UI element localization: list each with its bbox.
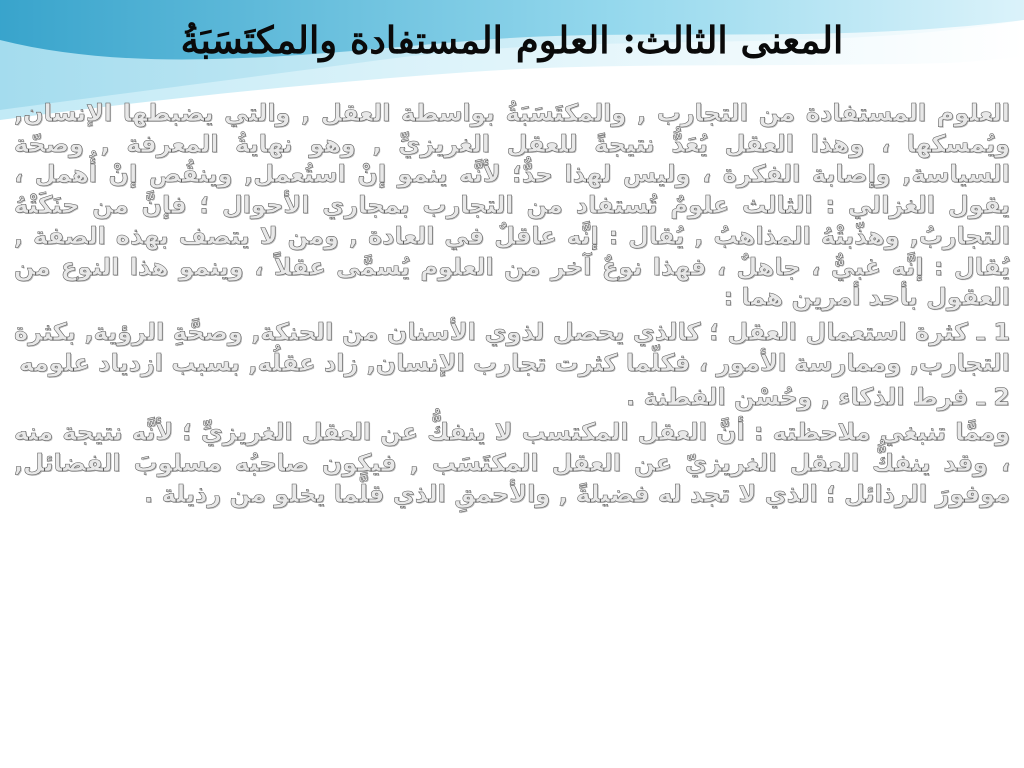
paragraph-intro: العلوم المستفادة من التجارب , والمكتَسَبَةُ بواسطة العقل , والتي يضبطها الإنسان, ويُمسكها ، وهذا العقل يُعَدُّ نتيجةً للعقل الغريزيِّ , وهو نهايةُ المعرفة , وصحّة السياسة, وإصابة الفكرة ، وليس لهذا حدٌّ؛ لأنَّه ينمو إنْ استُعمل, وينقُص إنْ أُهمل ، يقول الغزالي : الثالث علومٌ تُستفاد من التجارب بمجاري الأحوال ؛ فإنَّ من حنَكَتْهُ التجاربُ, وهذّبتْهُ المذاهبُ , يُقال : إنَّه عاقلٌ في العادة , ومن لا يتصف بهذه الصفة , يُقال : إنَّه غبيٌّ ، جاهلٌ ، فهذا نوعٌ آخر من العلوم يُسمَّى عقلاً ، وينمو هذا النوع من العقول بأحد أمرين هما : (14, 99, 1010, 312)
list-item-2: 2 ـ فرط الذكاء , وحُسْن الفطنة . (625, 383, 1010, 412)
paragraph-note: وممَّا تنبغي ملاحظته : أنَّ العقل المكتسب لا ينفكُّ عن العقل الغريزيِّ ؛ لأنَّه نتيجة منه ، وقد ينفكُّ العقل الغريزيّ عن العقل المكتَسَب , فيكون صاحبُه مسلوبَ الفضائل, موفورَ الرذائل ؛ الذي لا تجد له فضيلةً , والأحمقِ الذي قلَّما يخلو من رذيلة . (14, 418, 1010, 508)
slide-body (14, 98, 1010, 513)
slide-title: المعنى الثالث: العلوم المستفادة والمكتَسَبَةُ (180, 18, 844, 62)
list-item-1: 1 ـ كثرة استعمال العقل ؛ كالذي يحصل لذوي الأسنان من الحنكة, وصحَّةِ الرؤية, بكثرة التجارب, وممارسة الأمور ، فكلّما كثرت تجارب الإنسان, زاد عقلُه, بسبب ازدياد علومه (14, 318, 1010, 377)
